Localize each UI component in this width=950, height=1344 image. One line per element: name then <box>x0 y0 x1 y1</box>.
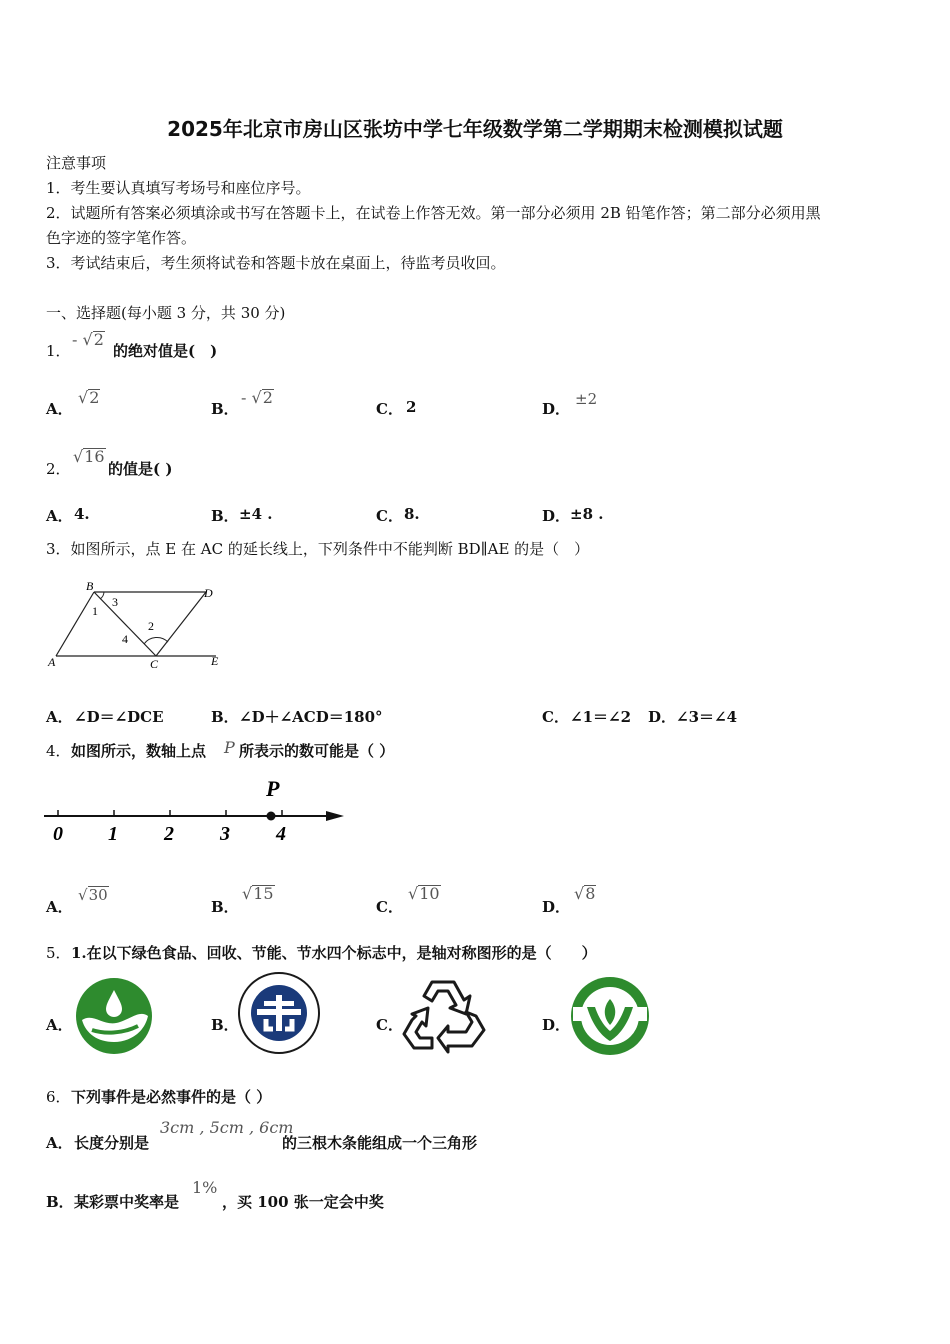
tick-label: 0 <box>53 823 63 845</box>
angle-arc-2 <box>144 637 168 644</box>
option-label: B． <box>211 898 239 916</box>
sqrt-icon: √ <box>574 884 585 903</box>
tick-label: 4 <box>276 823 286 845</box>
line-cd <box>156 592 206 656</box>
sqrt-icon: √ <box>242 884 253 903</box>
option-value: ∠D＋∠ACD＝180° <box>239 708 383 726</box>
line-bc <box>94 592 156 656</box>
tick-label: 2 <box>164 823 174 845</box>
notice-item: 色字迹的签字笔作答。 <box>46 229 197 247</box>
radicand: 30 <box>88 886 108 904</box>
sqrt-icon: √ <box>78 886 88 904</box>
option-value: ±8 . <box>570 505 604 523</box>
radicand: 8 <box>585 884 596 903</box>
option-label: D． <box>542 898 571 916</box>
q1-expression <box>72 330 105 349</box>
option-label: C． <box>376 898 403 916</box>
minus-sign: - <box>72 330 78 349</box>
label-angle-4: 4 <box>122 632 128 646</box>
option-value <box>78 388 100 407</box>
option-value: 4. <box>74 505 90 523</box>
option-label: D． <box>542 1016 571 1034</box>
notice-item: 3．考试结束后，考生须将试卷和答题卡放在桌面上，待监考员收回。 <box>46 254 506 272</box>
option-text: 某彩票中奖率是 <box>74 1193 180 1211</box>
option-value <box>78 886 109 904</box>
label-a: A <box>48 655 56 669</box>
tick-label: 3 <box>220 823 230 845</box>
question-number: 1． <box>46 342 71 360</box>
sqrt-icon: √ <box>82 330 93 349</box>
recycle-logo-icon <box>402 974 486 1056</box>
energy-saving-logo-icon <box>237 971 321 1055</box>
label-angle-2: 2 <box>148 619 154 633</box>
option-math: 1% <box>192 1178 218 1197</box>
option-text: 长度分别是 <box>74 1134 150 1152</box>
option-label: D． <box>648 708 677 726</box>
q3-figure <box>44 578 229 673</box>
label-angle-3: 3 <box>112 595 118 609</box>
option-math: 3cm , 5cm , 6cm <box>160 1118 294 1137</box>
question-text: 的值是( ) <box>108 460 173 478</box>
question-text: 的绝对值是( ) <box>113 342 218 360</box>
option-label: A． <box>46 1016 73 1034</box>
option-label: B． <box>46 1193 74 1211</box>
option-label: B． <box>211 1016 239 1034</box>
notice-item: 2．试题所有答案必须填涂或书写在答题卡上，在试卷上作答无效。第一部分必须用 2B 铅笔作答；第二部分必须用黑 <box>46 204 821 222</box>
sqrt-icon: √ <box>408 884 419 903</box>
label-c: C <box>150 657 159 671</box>
option-label: A． <box>46 898 73 916</box>
question-text: 所表示的数可能是（ ） <box>239 742 395 760</box>
radicand: 2 <box>262 388 273 407</box>
option-text: 的三根木条能组成一个三角形 <box>282 1134 478 1152</box>
option-label: C． <box>376 1016 403 1034</box>
question-text: 下列事件是必然事件的是（ ） <box>71 1088 272 1106</box>
notice-item: 1．考生要认真填写考场号和座位序号。 <box>46 179 311 197</box>
option-label: B． <box>211 708 239 726</box>
section-heading: 一、选择题(每小题 3 分，共 30 分) <box>46 304 286 322</box>
angle-arc-3 <box>100 592 104 599</box>
page-title: 2025年北京市房山区张坊中学七年级数学第二学期期末检测模拟试题 <box>167 117 783 141</box>
question-text: 1.在以下绿色食品、回收、节能、节水四个标志中，是轴对称图形的是（ ） <box>71 944 597 962</box>
question-number: 2． <box>46 460 71 478</box>
radicand: 16 <box>84 447 105 466</box>
option-value: ±4 . <box>239 505 273 523</box>
line-ab <box>56 592 94 656</box>
question-text: 3．如图所示，点 E 在 AC 的延长线上，下列条件中不能判断 BD∥AE 的是（ ） <box>46 540 590 558</box>
option-text: ，买 100 张一定会中奖 <box>222 1193 384 1211</box>
q2-expression <box>73 447 106 466</box>
option-value: ∠D＝∠DCE <box>74 708 164 726</box>
option-label: A． <box>46 1134 73 1152</box>
label-b: B <box>86 579 94 593</box>
question-number: 4． <box>46 742 71 760</box>
water-saving-logo-icon <box>74 976 154 1056</box>
option-label: B． <box>211 400 239 418</box>
axis-arrow-icon <box>326 811 344 821</box>
option-value <box>242 884 275 903</box>
green-food-logo-icon <box>569 975 651 1057</box>
label-d: D <box>204 586 213 600</box>
point-label: P <box>224 738 235 757</box>
sqrt-icon: √ <box>78 388 89 407</box>
radicand: 2 <box>93 330 104 349</box>
option-label: B． <box>211 507 239 525</box>
question-number: 5． <box>46 944 71 962</box>
option-label: D． <box>542 507 571 525</box>
option-value <box>408 884 441 903</box>
option-label: A． <box>46 708 73 726</box>
option-value: 8. <box>404 505 420 523</box>
question-number: 6． <box>46 1088 71 1106</box>
question-text: 如图所示，数轴上点 <box>71 742 207 760</box>
tick-label: 1 <box>108 823 118 845</box>
sqrt-icon: √ <box>73 447 84 466</box>
option-label: D． <box>542 400 571 418</box>
radicand: 15 <box>253 884 274 903</box>
radicand: 10 <box>419 884 440 903</box>
sqrt-icon: √ <box>251 388 262 407</box>
option-value <box>574 884 596 903</box>
minus-sign: - <box>241 388 247 407</box>
option-label: C． <box>376 507 403 525</box>
label-e: E <box>211 654 219 668</box>
notice-heading: 注意事项 <box>46 154 107 172</box>
point-p-label: P <box>266 776 280 801</box>
option-value: 2 <box>406 398 417 416</box>
option-label: C． <box>376 400 403 418</box>
option-value: ±2 <box>575 390 598 408</box>
radicand: 2 <box>89 388 100 407</box>
option-label: A． <box>46 507 73 525</box>
option-value: ∠1＝∠2 <box>570 708 632 726</box>
option-label: A． <box>46 400 73 418</box>
option-value <box>241 388 274 407</box>
number-line <box>44 774 349 846</box>
option-label: C． <box>542 708 569 726</box>
point-p-dot <box>267 812 276 821</box>
label-angle-1: 1 <box>92 604 98 618</box>
option-value: ∠3＝∠4 <box>676 708 738 726</box>
